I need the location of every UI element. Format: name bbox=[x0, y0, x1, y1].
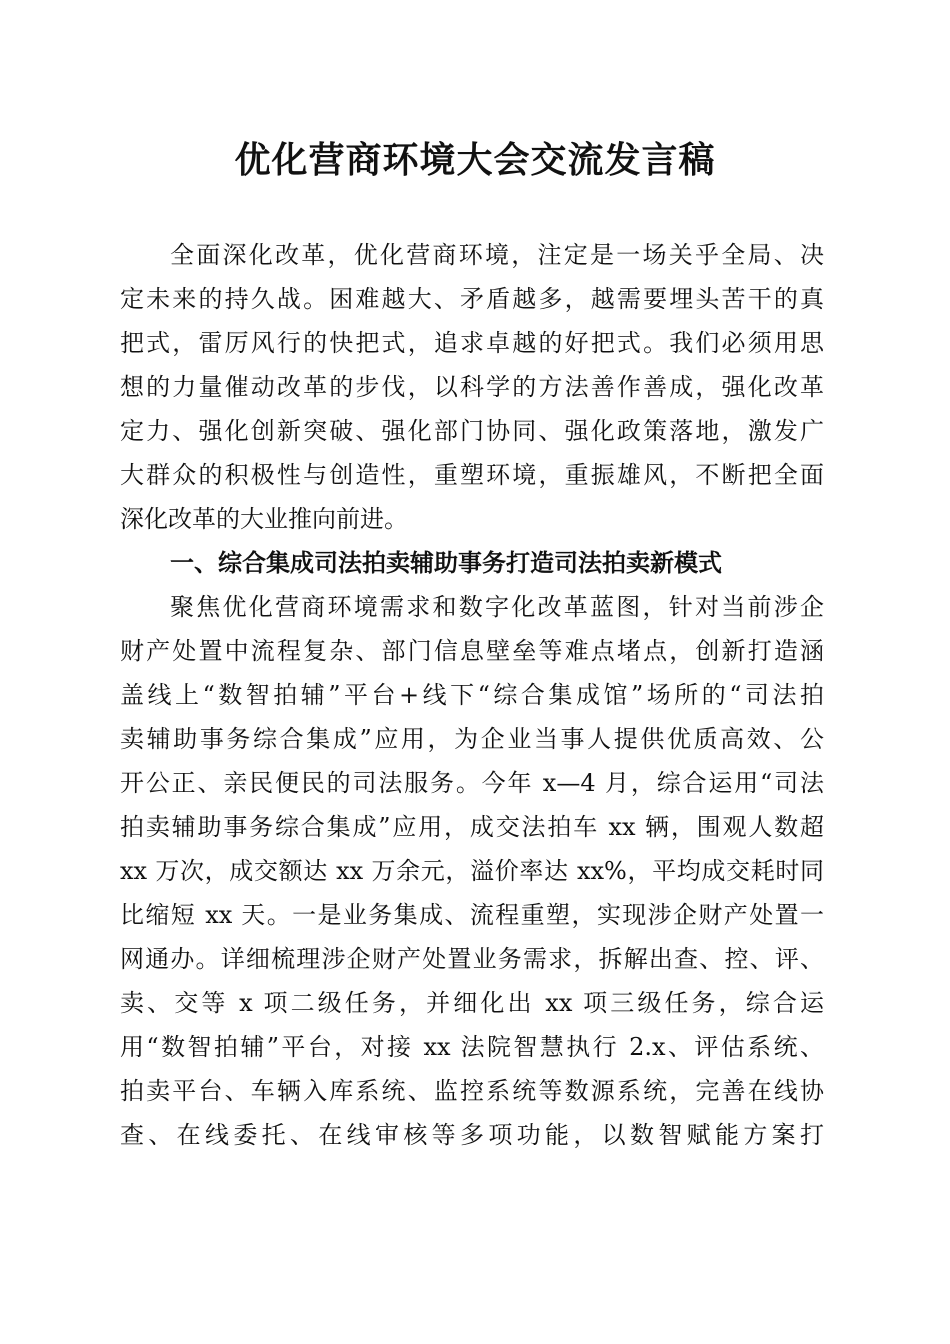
paragraph-line: 全面深化改革，优化营商环境，注定是一场关乎全局、决 bbox=[170, 241, 824, 269]
paragraph-line: 网通办。详细梳理涉企财产处置业务需求，拆解出查、控、评、 bbox=[120, 945, 824, 973]
paragraph-line: 聚焦优化营商环境需求和数字化改革蓝图，针对当前涉企 bbox=[170, 593, 824, 621]
paragraph-line: 想的力量催动改革的步伐，以科学的方法善作善成，强化改革 bbox=[120, 373, 824, 401]
paragraph-line: 用“数智拍辅”平台，对接 xx 法院智慧执行 2.x、评估系统、 bbox=[120, 1033, 824, 1061]
paragraph-line: 深化改革的大业推向前进。 bbox=[120, 505, 408, 533]
paragraph-line: 比缩短 xx 天。一是业务集成、流程重塑，实现涉企财产处置一 bbox=[120, 901, 824, 929]
paragraph-line: 把式，雷厉风行的快把式，追求卓越的好把式。我们必须用思 bbox=[120, 329, 824, 357]
paragraph-line: 定未来的持久战。困难越大、矛盾越多，越需要埋头苦干的真 bbox=[120, 285, 824, 313]
paragraph-line: 大群众的积极性与创造性，重塑环境，重振雄风，不断把全面 bbox=[120, 461, 824, 489]
paragraph-line: 开公正、亲民便民的司法服务。今年 x—4 月，综合运用“司法 bbox=[120, 769, 824, 797]
paragraph-line: 财产处置中流程复杂、部门信息壁垒等难点堵点，创新打造涵 bbox=[120, 637, 824, 665]
paragraph-line: 定力、强化创新突破、强化部门协同、强化政策落地，激发广 bbox=[120, 417, 824, 445]
paragraph-line: 拍卖辅助事务综合集成”应用，成交法拍车 xx 辆，围观人数超 bbox=[120, 813, 824, 841]
paragraph-line: 卖辅助事务综合集成”应用，为企业当事人提供优质高效、公 bbox=[120, 725, 824, 753]
section-heading: 一、综合集成司法拍卖辅助事务打造司法拍卖新模式 bbox=[170, 549, 722, 577]
paragraph-line: 卖、交等 x 项二级任务，并细化出 xx 项三级任务，综合运 bbox=[120, 989, 824, 1017]
paragraph-line: xx 万次，成交额达 xx 万余元，溢价率达 xx%，平均成交耗时同 bbox=[120, 857, 824, 885]
paragraph-line: 查、在线委托、在线审核等多项功能，以数智赋能方案打 bbox=[120, 1121, 824, 1149]
document-title: 优化营商环境大会交流发言稿 bbox=[234, 139, 716, 181]
paragraph-line: 拍卖平台、车辆入库系统、监控系统等数源系统，完善在线协 bbox=[120, 1077, 824, 1105]
paragraph-line: 盖线上“数智拍辅”平台+线下“综合集成馆”场所的“司法拍 bbox=[120, 681, 824, 709]
